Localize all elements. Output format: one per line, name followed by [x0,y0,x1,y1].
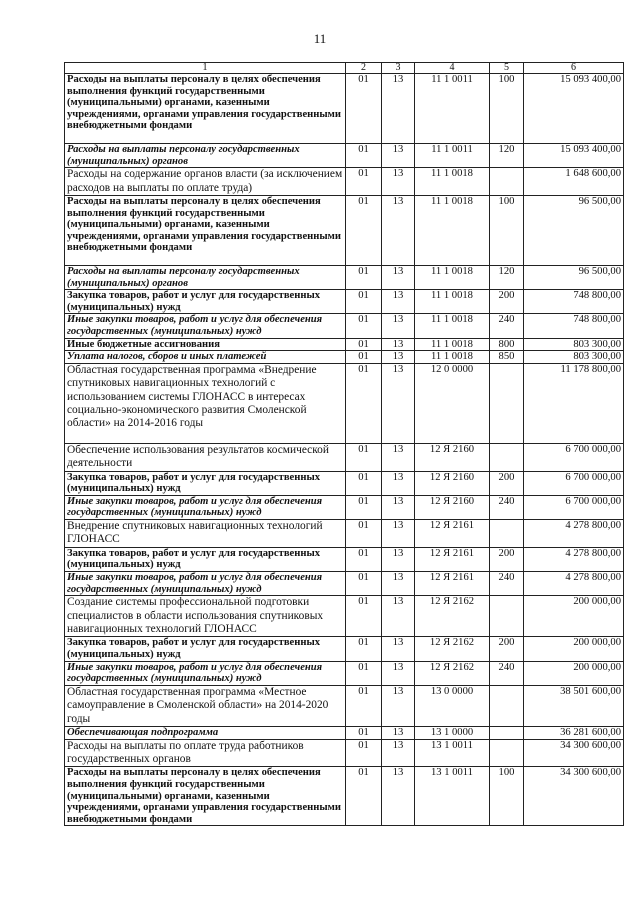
row-target-article: 12 Я 2160 [415,495,490,519]
row-expense-type: 200 [490,471,524,495]
row-name: Расходы на выплаты персоналу в целях обеспечения выполнения функций государственными (муниципальными) органами, казенными учреждениями, органами управления государственными внебюджетными фондами [65,767,346,826]
row-subsection-code: 13 [382,571,415,595]
row-name: Закупка товаров, работ и услуг для государственных (муниципальных) нужд [65,471,346,495]
row-target-article: 11 1 0018 [415,290,490,314]
row-subsection-code: 13 [382,471,415,495]
row-section-code: 01 [346,685,382,726]
row-name: Иные бюджетные ассигнования [65,338,346,351]
table-row [65,74,624,144]
row-amount: 200 000,00 [524,596,624,637]
row-target-article: 11 1 0018 [415,314,490,338]
row-amount: 11 178 800,00 [524,363,624,443]
table-row [65,196,624,266]
row-expense-type: 240 [490,661,524,685]
row-expense-type: 200 [490,290,524,314]
row-amount: 803 300,00 [524,351,624,364]
row-name: Иные закупки товаров, работ и услуг для обеспечения государственных (муниципальных) нужд [65,661,346,685]
row-subsection-code: 13 [382,739,415,767]
row-target-article: 11 1 0018 [415,266,490,290]
row-target-article: 12 Я 2161 [415,547,490,571]
row-amount: 15 093 400,00 [524,144,624,168]
header-col-6: 6 [524,63,624,74]
row-expense-type: 800 [490,338,524,351]
row-expense-type [490,519,524,547]
row-section-code: 01 [346,443,382,471]
row-target-article: 13 1 0011 [415,739,490,767]
row-name: Иные закупки товаров, работ и услуг для обеспечения государственных (муниципальных) нужд [65,314,346,338]
row-subsection-code: 13 [382,266,415,290]
row-subsection-code: 13 [382,495,415,519]
row-amount: 200 000,00 [524,637,624,661]
row-section-code: 01 [346,596,382,637]
row-section-code: 01 [346,739,382,767]
row-name: Расходы на выплаты по оплате труда работников государственных органов [65,739,346,767]
row-section-code: 01 [346,314,382,338]
row-expense-type: 120 [490,144,524,168]
table-row [65,290,624,314]
row-section-code: 01 [346,290,382,314]
header-col-3: 3 [382,63,415,74]
table-row [65,351,624,364]
row-subsection-code: 13 [382,314,415,338]
row-name: Расходы на выплаты персоналу государственных (муниципальных) органов [65,266,346,290]
row-amount: 34 300 600,00 [524,739,624,767]
row-subsection-code: 13 [382,351,415,364]
row-section-code: 01 [346,637,382,661]
row-amount: 1 648 600,00 [524,168,624,196]
row-expense-type: 100 [490,196,524,266]
row-name: Внедрение спутниковых навигационных технологий ГЛОНАСС [65,519,346,547]
row-target-article: 13 0 0000 [415,685,490,726]
row-target-article: 12 0 0000 [415,363,490,443]
table-row [65,726,624,739]
row-section-code: 01 [346,471,382,495]
table-row [65,471,624,495]
row-subsection-code: 13 [382,547,415,571]
row-name: Закупка товаров, работ и услуг для государственных (муниципальных) нужд [65,547,346,571]
row-expense-type: 120 [490,266,524,290]
row-amount: 6 700 000,00 [524,443,624,471]
table-header-row [65,63,624,74]
budget-table [64,62,624,826]
row-name: Областная государственная программа «Внедрение спутниковых навигационных технологий с использованием системы ГЛОНАСС в интересах социально-экономического развития Смоленской области» на 2014-2016 годы [65,363,346,443]
row-subsection-code: 13 [382,338,415,351]
row-section-code: 01 [346,74,382,144]
row-name: Областная государственная программа «Местное самоуправление в Смоленской области» на 2014-2020 годы [65,685,346,726]
row-target-article: 12 Я 2160 [415,471,490,495]
row-name: Расходы на содержание органов власти (за исключением расходов на выплаты по оплате труда) [65,168,346,196]
row-name: Иные закупки товаров, работ и услуг для обеспечения государственных (муниципальных) нужд [65,495,346,519]
row-name: Расходы на выплаты персоналу в целях обеспечения выполнения функций государственными (муниципальными) органами, казенными учреждениями, органами управления государственными внебюджетными фондами [65,196,346,266]
row-expense-type [490,168,524,196]
table-row [65,443,624,471]
row-name: Обеспечение использования результатов космической деятельности [65,443,346,471]
row-target-article: 13 1 0000 [415,726,490,739]
row-section-code: 01 [346,495,382,519]
table-row [65,661,624,685]
table-body [65,74,624,826]
table-row [65,596,624,637]
table-row [65,144,624,168]
header-col-4: 4 [415,63,490,74]
row-subsection-code: 13 [382,661,415,685]
row-expense-type [490,726,524,739]
row-subsection-code: 13 [382,685,415,726]
row-amount: 6 700 000,00 [524,471,624,495]
row-target-article: 12 Я 2162 [415,661,490,685]
row-section-code: 01 [346,266,382,290]
row-expense-type [490,443,524,471]
row-amount: 96 500,00 [524,266,624,290]
row-target-article: 12 Я 2160 [415,443,490,471]
row-expense-type: 100 [490,767,524,826]
row-amount: 6 700 000,00 [524,495,624,519]
row-amount: 748 800,00 [524,290,624,314]
header-col-2: 2 [346,63,382,74]
row-expense-type: 240 [490,571,524,595]
row-amount: 34 300 600,00 [524,767,624,826]
row-target-article: 11 1 0018 [415,196,490,266]
row-expense-type [490,739,524,767]
row-target-article: 11 1 0011 [415,144,490,168]
row-amount: 200 000,00 [524,661,624,685]
row-amount: 96 500,00 [524,196,624,266]
row-subsection-code: 13 [382,168,415,196]
row-amount: 38 501 600,00 [524,685,624,726]
row-subsection-code: 13 [382,596,415,637]
row-expense-type: 100 [490,74,524,144]
table-row [65,338,624,351]
row-target-article: 12 Я 2161 [415,571,490,595]
row-amount: 4 278 800,00 [524,547,624,571]
row-subsection-code: 13 [382,726,415,739]
table-row [65,739,624,767]
row-name: Уплата налогов, сборов и иных платежей [65,351,346,364]
row-expense-type [490,363,524,443]
row-amount: 803 300,00 [524,338,624,351]
row-expense-type: 850 [490,351,524,364]
row-section-code: 01 [346,547,382,571]
table-row [65,266,624,290]
row-section-code: 01 [346,168,382,196]
table-row [65,168,624,196]
row-name: Обеспечивающая подпрограмма [65,726,346,739]
row-amount: 4 278 800,00 [524,519,624,547]
header-col-5: 5 [490,63,524,74]
row-target-article: 13 1 0011 [415,767,490,826]
table-row [65,571,624,595]
row-target-article: 12 Я 2162 [415,637,490,661]
row-section-code: 01 [346,351,382,364]
row-target-article: 12 Я 2162 [415,596,490,637]
row-subsection-code: 13 [382,74,415,144]
table-row [65,519,624,547]
row-amount: 15 093 400,00 [524,74,624,144]
row-amount: 36 281 600,00 [524,726,624,739]
row-target-article: 11 1 0018 [415,168,490,196]
row-section-code: 01 [346,144,382,168]
row-expense-type: 240 [490,314,524,338]
row-subsection-code: 13 [382,443,415,471]
row-subsection-code: 13 [382,363,415,443]
row-amount: 4 278 800,00 [524,571,624,595]
row-name: Расходы на выплаты персоналу в целях обеспечения выполнения функций государственными (муниципальными) органами, казенными учреждениями, органами управления государственными внебюджетными фондами [65,74,346,144]
row-name: Создание системы профессиональной подготовки специалистов в области использования спутниковых навигационных технологий ГЛОНАСС [65,596,346,637]
row-section-code: 01 [346,726,382,739]
row-name: Расходы на выплаты персоналу государственных (муниципальных) органов [65,144,346,168]
row-name: Закупка товаров, работ и услуг для государственных (муниципальных) нужд [65,290,346,314]
table-row [65,363,624,443]
row-expense-type [490,685,524,726]
row-expense-type: 240 [490,495,524,519]
row-section-code: 01 [346,661,382,685]
row-name: Закупка товаров, работ и услуг для государственных (муниципальных) нужд [65,637,346,661]
table-row [65,547,624,571]
row-amount: 748 800,00 [524,314,624,338]
row-expense-type [490,596,524,637]
row-subsection-code: 13 [382,144,415,168]
row-subsection-code: 13 [382,290,415,314]
row-target-article: 11 1 0011 [415,74,490,144]
row-section-code: 01 [346,338,382,351]
row-subsection-code: 13 [382,196,415,266]
header-col-1: 1 [65,63,346,74]
row-subsection-code: 13 [382,637,415,661]
table-row [65,685,624,726]
table-row [65,767,624,826]
row-expense-type: 200 [490,547,524,571]
row-expense-type: 200 [490,637,524,661]
row-section-code: 01 [346,767,382,826]
row-name: Иные закупки товаров, работ и услуг для обеспечения государственных (муниципальных) нужд [65,571,346,595]
row-section-code: 01 [346,571,382,595]
row-subsection-code: 13 [382,767,415,826]
row-target-article: 12 Я 2161 [415,519,490,547]
row-subsection-code: 13 [382,519,415,547]
table-row [65,314,624,338]
row-section-code: 01 [346,363,382,443]
page-number: 11 [313,31,327,46]
table-row [65,495,624,519]
table-row [65,637,624,661]
row-target-article: 11 1 0018 [415,338,490,351]
row-target-article: 11 1 0018 [415,351,490,364]
row-section-code: 01 [346,196,382,266]
row-section-code: 01 [346,519,382,547]
